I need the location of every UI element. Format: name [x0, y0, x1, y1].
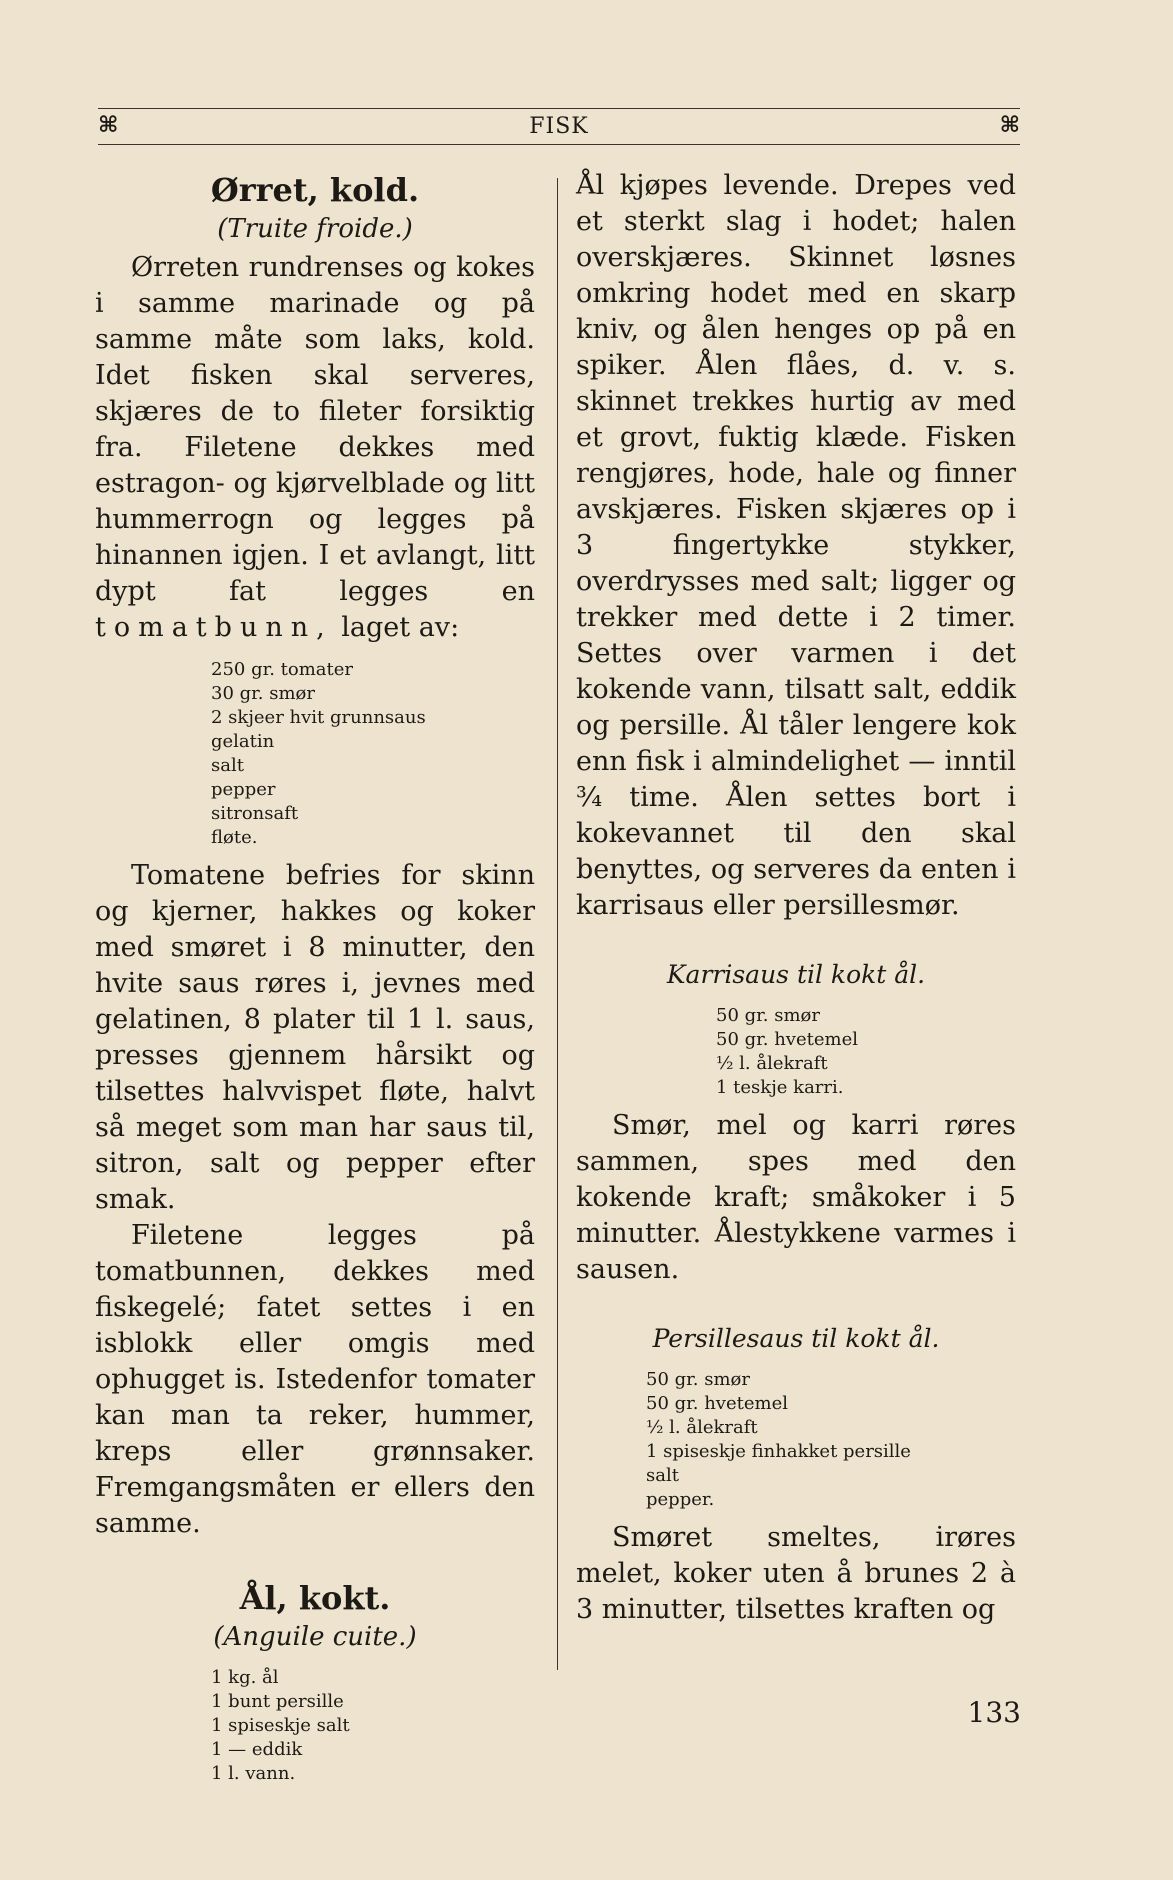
ingredient-item: 50 gr. smør [646, 1369, 750, 1390]
recipe-method-orret: Tomatene befries for skinn og kjerner, hakkes og koker med smøret i 8 minutter, den hvite saus røres i, jevnes med gelatinen, 8 plater til 1 l. saus, presses gjennem hårsikt og tilsettes halvvispet fløte, halvt så meget som man har saus til, sitron, salt og pepper efter smak. [95, 860, 535, 1215]
ingredient-item: 1 teskje karri. [716, 1077, 844, 1098]
ingredient-item: sitronsaft [211, 803, 299, 824]
recipe-title-orret: Ørret, kold. [210, 171, 420, 209]
ingredient-item: 50 gr. hvetemel [716, 1029, 858, 1050]
ingredient-item: 50 gr. smør [716, 1005, 820, 1026]
ingredient-list-karri [716, 1004, 1016, 1100]
right-column [576, 168, 1016, 1628]
running-header [98, 110, 1020, 140]
intro-end: laget av: [332, 612, 460, 643]
ingredient-list-al [211, 1666, 535, 1786]
ingredient-item: fløte. [211, 827, 258, 848]
header-title: FISK [529, 114, 589, 139]
sauce-title-persille: Persillesaus til kokt ål. [652, 1324, 940, 1353]
ingredient-list-orret [211, 658, 535, 850]
header-ornament-left-icon: ⌘ [98, 112, 119, 138]
left-column [95, 168, 535, 1794]
sauce-title-karri: Karrisaus til kokt ål. [666, 960, 926, 989]
ingredient-item: 1 spiseskje finhakket persille [646, 1441, 911, 1462]
column-divider [557, 178, 558, 1670]
intro-text: Ørreten rundrenses og kokes i samme marinade og på samme måte som laks, kold. Idet fisken skal serveres, skjæres de to fileter forsiktig fra. Filetene dekkes med estragon- og kjørvelblade og litt hummerrogn og legges på hinannen igjen. I et avlangt, litt dypt fat legges en [95, 252, 535, 607]
ingredient-item: 1 kg. ål [211, 1667, 279, 1688]
recipe-serving-orret: Filetene legges på tomatbunnen, dekkes med fiskegelé; fatet settes i en isblokk eller omgis med ophugget is. Istedenfor tomater kan man ta reker, hummer, kreps eller grønnsaker. Fremgangsmåten er ellers den samme. [95, 1220, 535, 1539]
recipe-subtitle-orret: (Truite froide.) [217, 214, 413, 244]
recipe-title-al: Ål, kokt. [239, 1579, 391, 1617]
recipe-subtitle-al: (Anguile cuite.) [213, 1622, 417, 1652]
header-ornament-right-icon: ⌘ [999, 112, 1020, 138]
ingredient-item: 1 — eddik [211, 1739, 303, 1760]
ingredient-item: salt [211, 755, 244, 776]
sauce-method-karri: Smør, mel og karri røres sammen, spes med den kokende kraft; småkoker i 5 minutter. Ålestykkene varmes i sausen. [576, 1110, 1016, 1285]
ingredient-item: 1 spiseskje salt [211, 1715, 350, 1736]
intro-emphasis: tomatbunn, [95, 612, 333, 643]
recipe-method-al: Ål kjøpes levende. Drepes ved et sterkt slag i hodet; halen overskjæres. Skinnet løsnes omkring hodet med en skarp kniv, og ålen henges op på en spiker. Ålen flåes, d. v. s. skinnet trekkes hurtig av med et grovt, fuktig klæde. Fisken rengjøres, hode, hale og finner avskjæres. Fisken skjæres op i 3 fingertykke stykker, overdrysses med salt; ligger og trekker med dette i 2 timer. Settes over varmen i det kokende vann, tilsatt salt, eddik og persille. Ål tåler lengere kok enn fisk i almindelighet — inntil ¾ time. Ålen settes bort i kokevannet til den skal benyttes, og serveres da enten i karrisaus eller persillesmør. [576, 170, 1016, 921]
ingredient-list-persille [646, 1368, 1016, 1512]
ingredient-item: 50 gr. hvetemel [646, 1393, 788, 1414]
ingredient-item: ½ l. ålekraft [646, 1417, 758, 1438]
ingredient-item: 1 bunt persille [211, 1691, 344, 1712]
ingredient-item: pepper. [646, 1489, 715, 1510]
ingredient-item: ½ l. ålekraft [716, 1053, 828, 1074]
ingredient-item: 1 l. vann. [211, 1763, 296, 1784]
ingredient-item: salt [646, 1465, 679, 1486]
ingredient-item: gelatin [211, 731, 275, 752]
ingredient-item: pepper [211, 779, 276, 800]
ingredient-item: 30 gr. smør [211, 683, 315, 704]
ingredient-item: 2 skjeer hvit grunnsaus [211, 707, 426, 728]
recipe-intro-orret [95, 250, 535, 646]
sauce-method-persille: Smøret smeltes, irøres melet, koker uten å brunes 2 à 3 minutter, tilsettes kraften og [576, 1522, 1016, 1625]
ingredient-item: 250 gr. tomater [211, 659, 354, 680]
header-rule-bottom [98, 144, 1020, 145]
header-rule-top [98, 108, 1020, 109]
page-number: 133 [967, 1696, 1021, 1729]
